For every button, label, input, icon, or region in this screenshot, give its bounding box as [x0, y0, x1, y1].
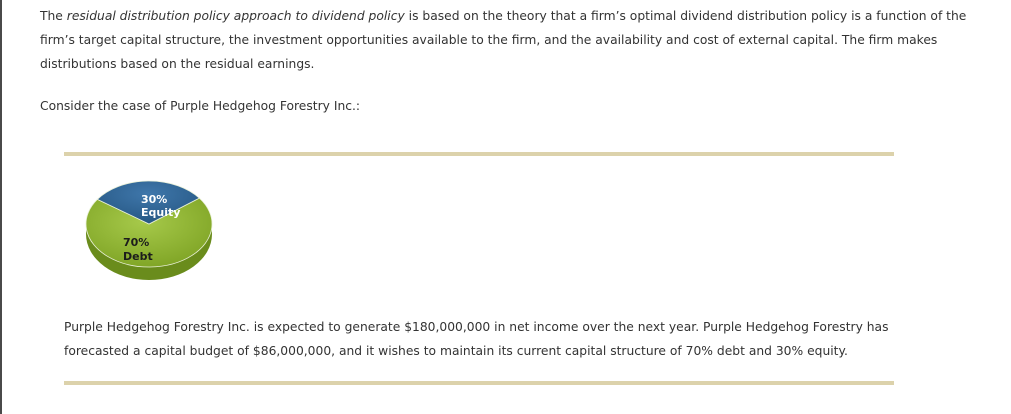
company-description: Purple Hedgehog Forestry Inc. is expected to generate $180,000,000 in net income over the next year. Purple Hedgehog Forestry has forecasted a capital budget of $86,000,000, and it wishes to maintain its current capital structure of 70% debt and 30% equity.: [64, 320, 889, 358]
pie-svg: [78, 178, 228, 290]
intro-paragraph: [40, 4, 970, 76]
pie-label-debt-percent: 70%: [123, 236, 150, 249]
top-divider: [64, 152, 894, 156]
pie-label-debt-name: Debt: [123, 250, 153, 263]
pie-label-equity-percent: 30%: [141, 193, 168, 206]
capital-structure-pie-chart: [78, 178, 228, 290]
left-border: [0, 0, 2, 414]
consider-text: Consider the case of Purple Hedgehog Forestry Inc.:: [40, 99, 361, 113]
intro-post: is based on the theory that a firm’s optimal dividend distribution policy is a function of the firm’s target capital structure, the investment opportunities available to the firm, and the availability and cost of external capital. The firm makes distributions based on the residual earnings.: [40, 9, 967, 71]
intro-pre: The: [40, 9, 67, 23]
pie-label-equity-name: Equity: [141, 206, 181, 219]
intro-term: residual distribution policy approach to dividend policy: [66, 9, 405, 23]
bottom-divider: [64, 381, 894, 385]
